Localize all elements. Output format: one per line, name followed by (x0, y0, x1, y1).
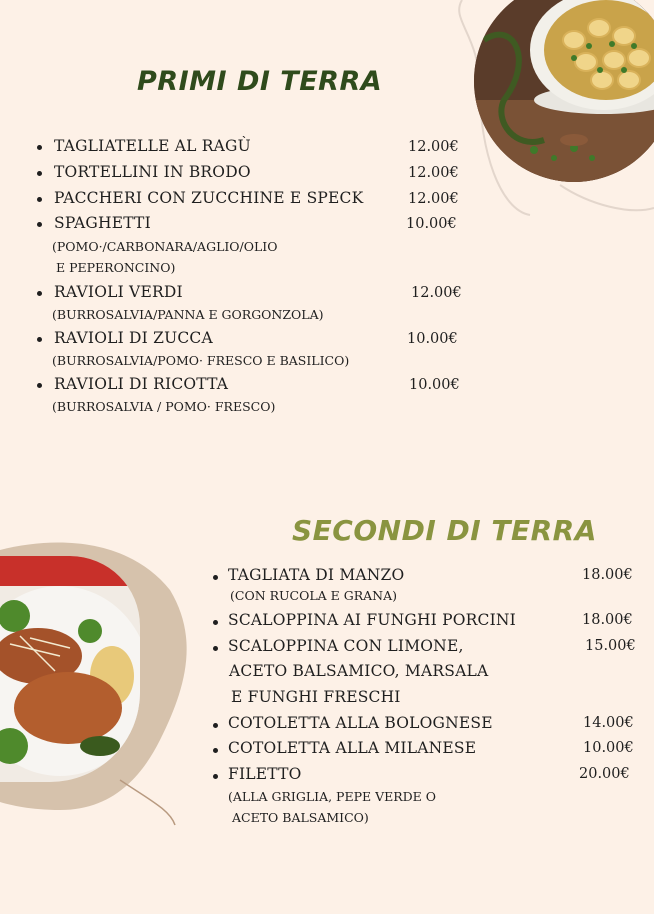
primi-item-price: 12.00€ (408, 165, 459, 181)
bullet-icon (213, 723, 218, 728)
primi-item-note: (POMO·/CARBONARA/AGLIO/OLIO (52, 239, 278, 254)
bullet-icon (37, 171, 42, 176)
primi-item-price: 10.00€ (406, 216, 457, 232)
secondi-item-price: 18.00€ (582, 612, 633, 628)
bullet-icon (37, 291, 42, 296)
secondi-item-note: ACETO BALSAMICO) (232, 810, 369, 825)
primi-item-note: (BURROSALVIA/PANNA E GORGONZOLA) (52, 307, 324, 322)
primi-item-note: (BURROSALVIA / POMO· FRESCO) (52, 399, 276, 414)
bullet-icon (37, 337, 42, 342)
secondi-item-name: SCALOPPINA CON LIMONE, (228, 637, 464, 655)
primi-item-price: 12.00€ (408, 191, 459, 207)
primi-item-name: RAVIOLI VERDI (54, 283, 183, 301)
primi-item-name: RAVIOLI DI RICOTTA (54, 375, 229, 393)
secondi-item-price: 10.00€ (583, 740, 634, 756)
primi-item-price: 12.00€ (408, 139, 459, 155)
primi-item-name: SPAGHETTI (54, 214, 151, 232)
primi-item-price: 10.00€ (409, 377, 460, 393)
secondi-item-name: SCALOPPINA AI FUNGHI PORCINI (228, 611, 516, 629)
secondi-item-line: ACETO BALSAMICO, MARSALA (229, 662, 489, 680)
primi-item-name: TORTELLINI IN BRODO (54, 163, 251, 181)
bullet-icon (213, 620, 218, 625)
bullet-icon (37, 383, 42, 388)
bullet-icon (213, 748, 218, 753)
secondi-item-price: 15.00€ (585, 638, 636, 654)
cutlet-photo (0, 556, 140, 782)
primi-item-name: PACCHERI CON ZUCCHINE E SPECK (54, 189, 364, 207)
bullet-icon (213, 646, 218, 651)
secondi-title: SECONDI DI TERRA (292, 514, 597, 547)
secondi-item-price: 18.00€ (582, 567, 633, 583)
bullet-icon (213, 774, 218, 779)
primi-item-price: 10.00€ (407, 331, 458, 347)
secondi-item-line: E FUNGHI FRESCHI (231, 688, 401, 706)
primi-item-name: TAGLIATELLE AL RAGÙ (54, 137, 251, 155)
primi-title: PRIMI DI TERRA (137, 66, 383, 97)
secondi-item-price: 14.00€ (583, 715, 634, 731)
cutlet-plate-icon (0, 556, 140, 782)
secondi-item-name: TAGLIATA DI MANZO (228, 566, 405, 584)
secondi-item-name: COTOLETTA ALLA BOLOGNESE (228, 714, 493, 732)
secondi-item-price: 20.00€ (579, 766, 630, 782)
secondi-item-name: FILETTO (228, 765, 302, 783)
secondi-item-name: COTOLETTA ALLA MILANESE (228, 739, 477, 757)
primi-item-price: 12.00€ (411, 285, 462, 301)
bullet-icon (213, 575, 218, 580)
primi-item-name: RAVIOLI DI ZUCCA (54, 329, 213, 347)
bullet-icon (37, 222, 42, 227)
bullet-icon (37, 197, 42, 202)
primi-item-note: (BURROSALVIA/POMO· FRESCO E BASILICO) (52, 353, 350, 368)
secondi-item-note: (CON RUCOLA E GRANA) (230, 588, 398, 603)
secondi-item-note: (ALLA GRIGLIA, PEPE VERDE O (228, 789, 437, 804)
primi-item-note: E PEPERONCINO) (56, 260, 176, 275)
bullet-icon (37, 145, 42, 150)
